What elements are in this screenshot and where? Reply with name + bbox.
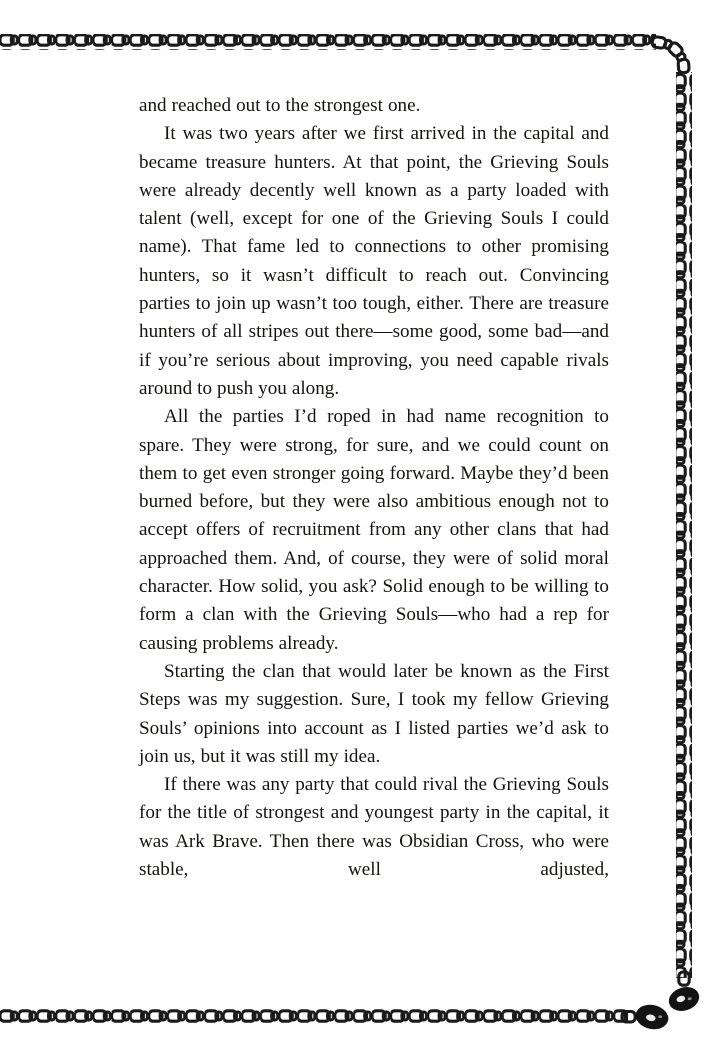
chain-corner-top-right bbox=[652, 36, 690, 73]
chain-right bbox=[676, 72, 692, 978]
paragraph-name-recognition: All the parties I’d roped in had name recognition to spare. They were strong, for sure, and we could count on them to get even stronger going forward. Maybe they’d been burned before, but they were also ambitious enough not to accept offers of recruitment from any other clans that had approached them. And, of course, they were of solid moral character. How solid, you ask? Solid enough to be willing to form a clan with the Grieving Souls—who had a rep for causing problems already. bbox=[139, 406, 609, 654]
paragraph-continued: and reached out to the strongest one. bbox=[139, 95, 421, 116]
chain-top bbox=[0, 34, 656, 50]
paragraph-first-steps: Starting the clan that would later be known as the First Steps was my suggestion. Sure, I took my fellow Grieving Souls’ opinions into account as I listed parties we’d ask to join us, but it was still my idea. bbox=[139, 660, 609, 767]
body-text-column bbox=[139, 92, 609, 884]
chain-bottom bbox=[0, 1009, 628, 1025]
chain-pendant-bottom bbox=[622, 1002, 671, 1032]
paragraph-ark-brave: If there was any party that could rival the Grieving Souls for the title of strongest and youngest party in the capital, it was Ark Brave. Then there was Obsidian Cross, who were stable, well adjusted, bbox=[139, 774, 609, 881]
paragraph-two-years-after: It was two years after we first arrived in the capital and became treasure hunters. At that point, the Grieving Souls were already decently well known as a party loaded with talent (well, except for one of the Grieving Souls I could name). That fame led to connections to other promising hunters, so it wasn’t difficult to reach out. Convincing parties to join up wasn’t too tough, either. There are treasure hunters of all stripes out there—some good, some bad—and if you’re serious about improving, you need capable rivals around to push you along. bbox=[139, 123, 609, 399]
chain-pendant-right bbox=[666, 972, 703, 1015]
